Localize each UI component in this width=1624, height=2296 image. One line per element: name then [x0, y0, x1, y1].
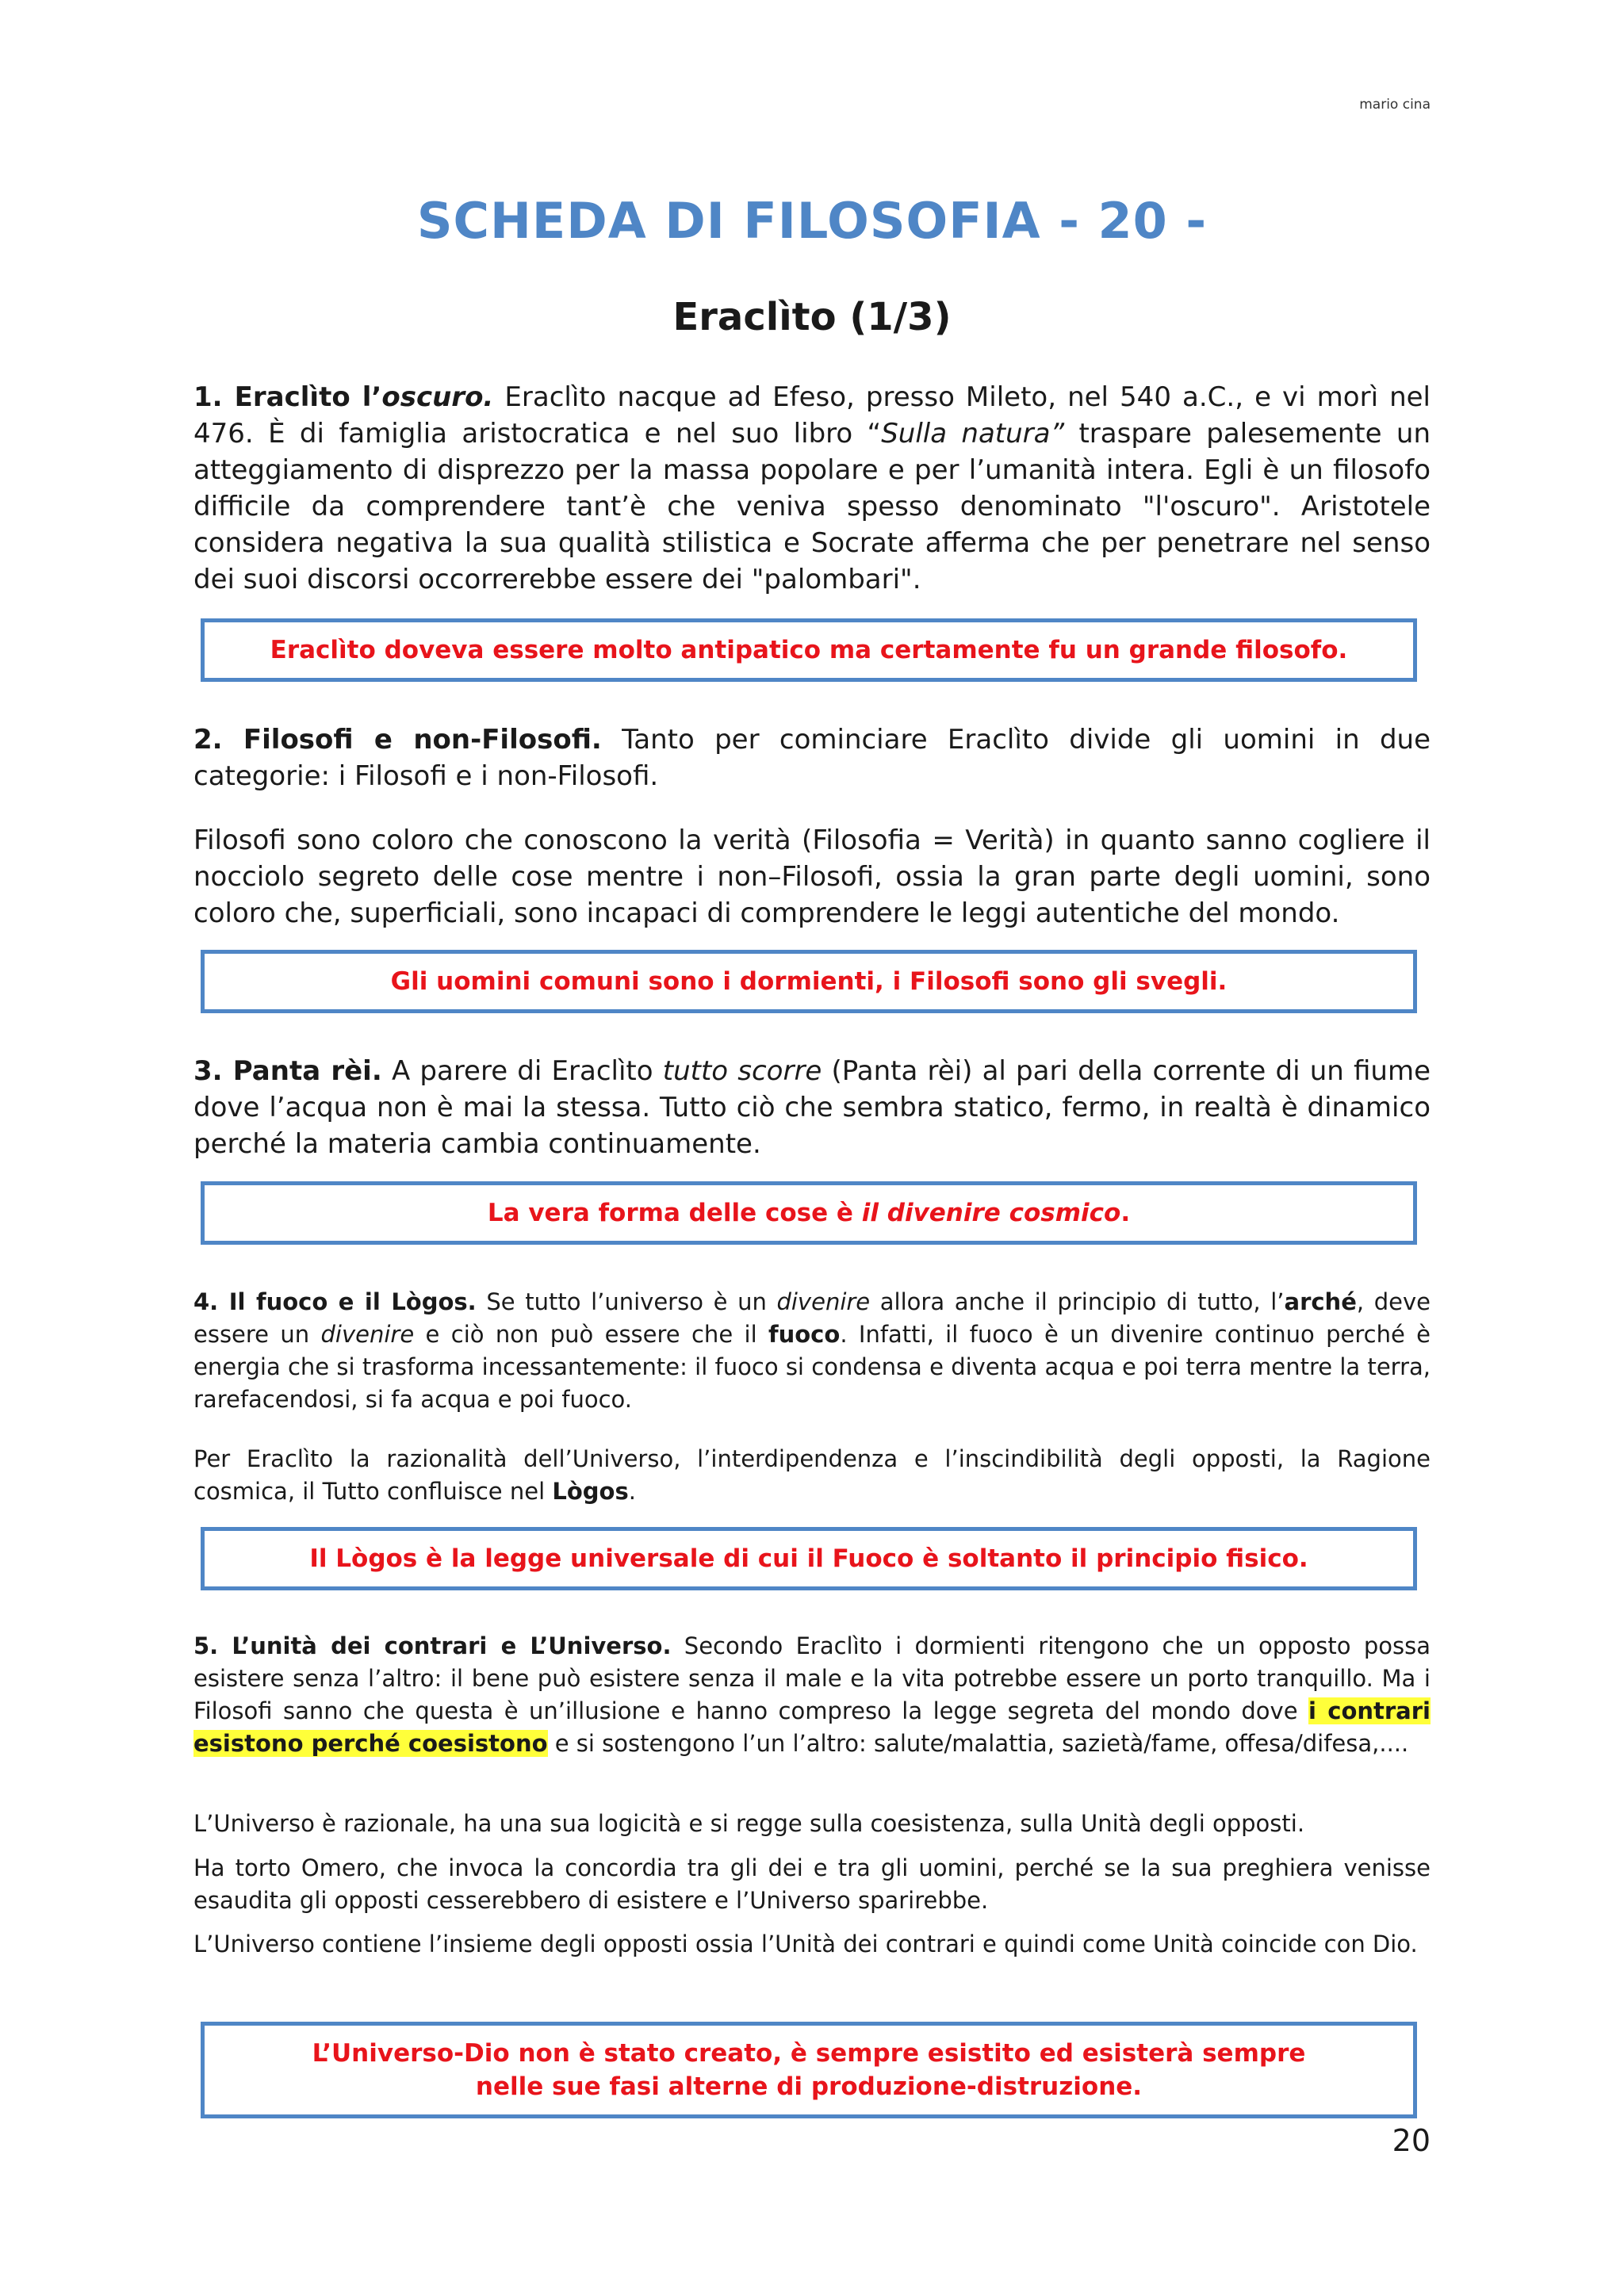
- page-title: SCHEDA DI FILOSOFIA - 20 -: [416, 192, 1208, 250]
- page-number: 20: [1392, 2123, 1431, 2158]
- section-4-paragraph: 4. Il fuoco e il Lògos. Se tutto l’universo è un divenire allora anche il principio di tutto, l’arché, deve essere un divenire e ciò non può essere che il fuoco. Infatti, il fuoco è un divenire continuo perché è energia che si trasforma incessantemente: il fuoco si condensa e diventa acqua e poi terra mentre la terra, rarefacendosi, si fa acqua e poi fuoco.: [193, 1288, 1431, 1413]
- section-5-heading: 5. L’unità dei contrari e L’Universo.: [193, 1632, 672, 1659]
- callout-text-3: La vera forma delle cose è il divenire cosmico.: [487, 1199, 1131, 1227]
- section-2-paragraph: 2. Filosofi e non-Filosofi. Tanto per cominciare Eraclìto divide gli uomini in due categorie: i Filosofi e i non-Filosofi.: [193, 724, 1431, 792]
- callout-text-1: Eraclìto doveva essere molto antipatico ma certamente fu un grande filosofo.: [270, 636, 1348, 664]
- section-1-heading: 1. Eraclìto l’oscuro.: [193, 381, 494, 413]
- section-4-paragraph-2: Per Eraclìto la razionalità dell’Universo, l’interdipendenza e l’inscindibilità degli opposti, la Ragione cosmica, il Tutto confluisce nel Lògos.: [193, 1445, 1431, 1505]
- section-5-paragraph-4: L’Universo contiene l’insieme degli opposti ossia l’Unità dei contrari e quindi come Unità coincide con Dio.: [193, 1931, 1418, 1957]
- author-header: mario cina: [1359, 97, 1431, 113]
- page-subtitle: Eraclìto (1/3): [672, 295, 952, 339]
- callout-box-2: [201, 950, 1417, 1013]
- callout-text-4: Il Lògos è la legge universale di cui il Fuoco è soltanto il principio fisico.: [309, 1544, 1308, 1573]
- section-5-paragraph-2: L’Universo è razionale, ha una sua logicità e si regge sulla coesistenza, sulla Unità degli opposti.: [193, 1810, 1305, 1837]
- section-5-paragraph-3: Ha torto Omero, che invoca la concordia tra gli dei e tra gli uomini, perché se la sua preghiera venisse esaudita gli opposti cesserebbero di esistere e l’Universo sparirebbe.: [193, 1854, 1431, 1914]
- callout-box-5: [201, 2022, 1417, 2118]
- section-4-heading: 4. Il fuoco e il Lògos.: [193, 1288, 477, 1315]
- callout-box-4: [201, 1527, 1417, 1590]
- section-1-paragraph: 1. Eraclìto l’oscuro. Eraclìto nacque ad Efeso, presso Mileto, nel 540 a.C., e vi morì nel 476. È di famiglia aristocratica e nel suo libro “Sulla natura” traspare palesemente un atteggiamento di disprezzo per la massa popolare e per l’umanità intera. Egli è un filosofo difficile da comprendere tant’è che veniva spesso denominato "l'oscuro". Aristotele considera negativa la sua qualità stilistica e Socrate afferma che per penetrare nel senso dei suoi discorsi occorrerebbe essere dei "palombari".: [193, 381, 1431, 595]
- callout-text-2: Gli uomini comuni sono i dormienti, i Filosofi sono gli svegli.: [390, 967, 1228, 996]
- callout-box-3: [201, 1181, 1417, 1245]
- section-2-heading: 2. Filosofi e non-Filosofi.: [193, 724, 602, 756]
- section-3-paragraph: 3. Panta rèi. A parere di Eraclìto tutto scorre (Panta rèi) al pari della corrente di un fiume dove l’acqua non è mai la stessa. Tutto ciò che sembra statico, fermo, in realtà è dinamico perché la materia cambia continuamente.: [193, 1055, 1431, 1160]
- highlighted-phrase: i contrari esistono perché coesistono: [193, 1697, 1431, 1757]
- section-5-paragraph: 5. L’unità dei contrari e L’Universo. Secondo Eraclìto i dormienti ritengono che un opposto possa esistere senza l’altro: il bene può esistere senza il male e la vita potrebbe essere un porto tranquillo. Ma i Filosofi sanno che questa è un’illusione e hanno compreso la legge segreta del mondo dove i contrari esistono perché coesistono e si sostengono l’un l’altro: salute/malattia, sazietà/fame, offesa/difesa,....: [193, 1632, 1431, 1757]
- section-2-paragraph-2: Filosofi sono coloro che conoscono la verità (Filosofia = Verità) in quanto sanno cogliere il nocciolo segreto delle cose mentre i non–Filosofi, ossia la gran parte degli uomini, sono coloro che, superficiali, sono incapaci di comprendere le leggi autentiche del mondo.: [193, 825, 1431, 929]
- callout-box-1: [201, 618, 1417, 682]
- callout-text-5-line-1: L’Universo-Dio non è stato creato, è sempre esistito ed esisterà sempre: [312, 2039, 1306, 2068]
- section-3-heading: 3. Panta rèi.: [193, 1055, 382, 1087]
- callout-text-5-line-2: nelle sue fasi alterne di produzione-distruzione.: [475, 2072, 1143, 2101]
